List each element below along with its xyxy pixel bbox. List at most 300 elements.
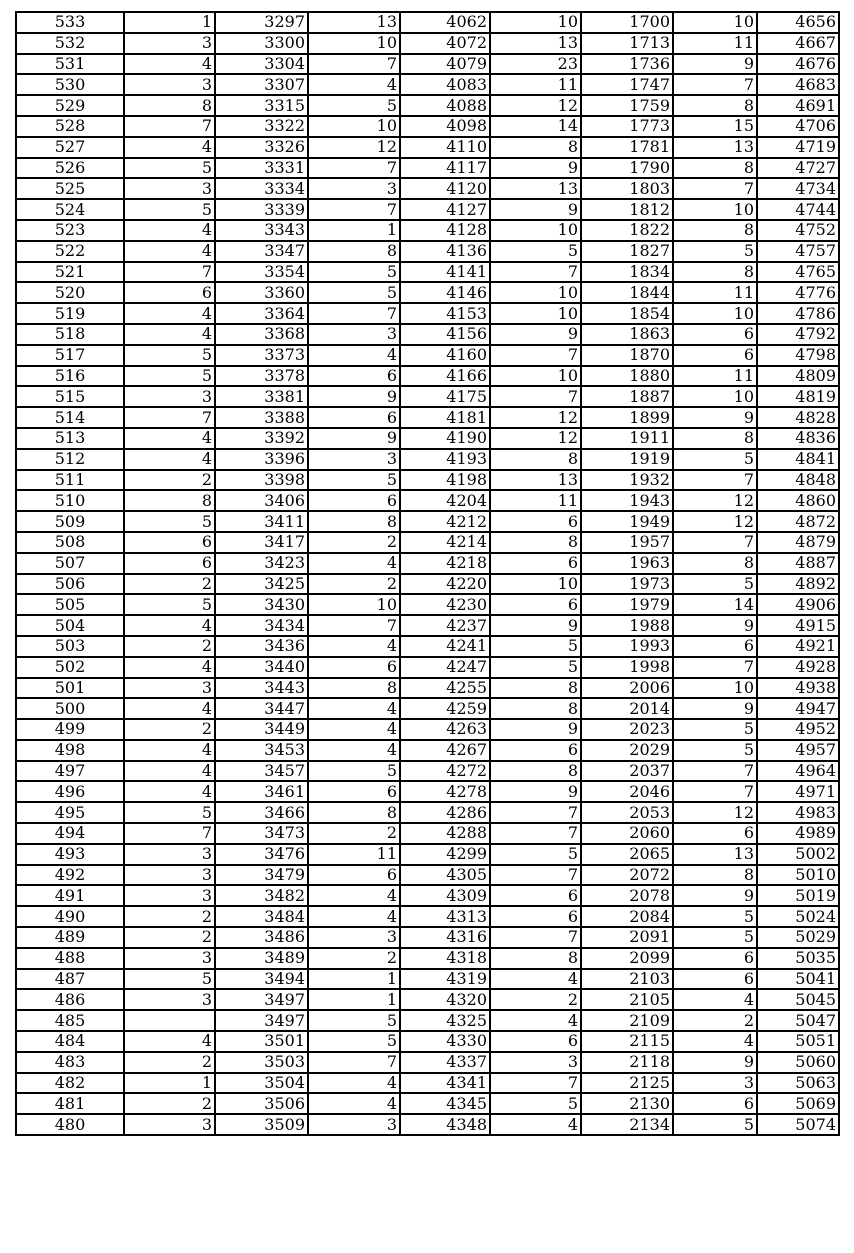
count-cell: 11 xyxy=(490,490,581,511)
count-cell: 1973 xyxy=(581,574,673,595)
count-cell: 1963 xyxy=(581,553,673,574)
count-cell: 2103 xyxy=(581,969,673,990)
count-cell: 3354 xyxy=(215,262,308,283)
count-cell: 1 xyxy=(124,12,215,33)
count-cell: 3 xyxy=(490,1052,581,1073)
count-cell: 2 xyxy=(124,470,215,491)
count-cell: 4 xyxy=(490,1114,581,1135)
count-cell: 4141 xyxy=(400,262,490,283)
count-cell: 4 xyxy=(308,1073,400,1094)
count-cell: 7 xyxy=(124,407,215,428)
count-cell: 6 xyxy=(308,407,400,428)
count-cell: 13 xyxy=(490,33,581,54)
score-cell: 512 xyxy=(16,449,124,470)
score-cell: 495 xyxy=(16,802,124,823)
count-cell: 4237 xyxy=(400,615,490,636)
score-cell: 482 xyxy=(16,1073,124,1094)
count-cell: 4267 xyxy=(400,740,490,761)
count-cell: 4 xyxy=(308,698,400,719)
score-cell: 492 xyxy=(16,865,124,886)
count-cell: 13 xyxy=(673,844,757,865)
count-cell: 4 xyxy=(308,553,400,574)
score-cell: 525 xyxy=(16,178,124,199)
count-cell: 1919 xyxy=(581,449,673,470)
score-cell: 513 xyxy=(16,428,124,449)
count-cell: 3440 xyxy=(215,657,308,678)
count-cell: 1803 xyxy=(581,178,673,199)
score-cell: 516 xyxy=(16,366,124,387)
count-cell: 4313 xyxy=(400,906,490,927)
count-cell: 4319 xyxy=(400,969,490,990)
count-cell: 4305 xyxy=(400,865,490,886)
count-cell: 4348 xyxy=(400,1114,490,1135)
count-cell: 4341 xyxy=(400,1073,490,1094)
count-cell: 5 xyxy=(124,594,215,615)
count-cell: 7 xyxy=(308,54,400,75)
count-cell: 3501 xyxy=(215,1031,308,1052)
table-row xyxy=(16,657,839,678)
count-cell: 4330 xyxy=(400,1031,490,1052)
count-cell: 4938 xyxy=(757,678,839,699)
table-row xyxy=(16,95,839,116)
count-cell: 3364 xyxy=(215,303,308,324)
count-cell: 8 xyxy=(308,241,400,262)
count-cell: 3 xyxy=(308,449,400,470)
count-cell: 1957 xyxy=(581,532,673,553)
table-row xyxy=(16,324,839,345)
table-row xyxy=(16,678,839,699)
count-cell: 2 xyxy=(124,927,215,948)
count-cell: 3392 xyxy=(215,428,308,449)
count-cell: 5 xyxy=(673,740,757,761)
count-cell: 3494 xyxy=(215,969,308,990)
count-cell: 5 xyxy=(673,906,757,927)
count-cell: 1822 xyxy=(581,220,673,241)
count-cell: 6 xyxy=(673,345,757,366)
count-cell: 3 xyxy=(124,386,215,407)
count-cell: 5 xyxy=(490,844,581,865)
count-cell: 3453 xyxy=(215,740,308,761)
count-cell: 3300 xyxy=(215,33,308,54)
count-cell: 4083 xyxy=(400,74,490,95)
count-cell: 9 xyxy=(308,386,400,407)
count-cell: 5047 xyxy=(757,1010,839,1031)
count-cell: 4928 xyxy=(757,657,839,678)
count-cell: 6 xyxy=(490,906,581,927)
count-cell: 5 xyxy=(490,1093,581,1114)
count-cell: 7 xyxy=(124,262,215,283)
count-cell: 6 xyxy=(124,532,215,553)
count-cell: 8 xyxy=(124,490,215,511)
count-cell: 7 xyxy=(673,657,757,678)
score-cell: 490 xyxy=(16,906,124,927)
count-cell: 3449 xyxy=(215,719,308,740)
table-row xyxy=(16,366,839,387)
count-cell: 5 xyxy=(308,1010,400,1031)
count-cell: 3368 xyxy=(215,324,308,345)
score-cell: 523 xyxy=(16,220,124,241)
count-cell: 4286 xyxy=(400,802,490,823)
count-cell: 11 xyxy=(673,33,757,54)
count-cell: 4 xyxy=(124,657,215,678)
count-cell: 5069 xyxy=(757,1093,839,1114)
count-cell: 5 xyxy=(673,719,757,740)
count-cell: 11 xyxy=(673,282,757,303)
count-cell: 2053 xyxy=(581,802,673,823)
count-cell: 6 xyxy=(673,948,757,969)
count-cell: 7 xyxy=(490,262,581,283)
count-cell: 4921 xyxy=(757,636,839,657)
count-cell: 1998 xyxy=(581,657,673,678)
count-cell: 4136 xyxy=(400,241,490,262)
count-cell: 3461 xyxy=(215,781,308,802)
count-cell: 4 xyxy=(124,698,215,719)
count-cell: 2014 xyxy=(581,698,673,719)
table-row xyxy=(16,116,839,137)
count-cell: 5 xyxy=(124,199,215,220)
count-cell: 2 xyxy=(490,989,581,1010)
count-cell: 10 xyxy=(308,594,400,615)
count-cell: 6 xyxy=(124,282,215,303)
count-cell: 8 xyxy=(490,948,581,969)
count-cell: 10 xyxy=(490,303,581,324)
count-cell: 4 xyxy=(308,1093,400,1114)
count-cell: 5 xyxy=(308,282,400,303)
count-cell: 10 xyxy=(673,678,757,699)
count-cell: 5063 xyxy=(757,1073,839,1094)
count-cell: 4 xyxy=(124,324,215,345)
count-cell: 8 xyxy=(308,678,400,699)
count-cell: 4263 xyxy=(400,719,490,740)
table-row xyxy=(16,345,839,366)
count-cell: 4309 xyxy=(400,885,490,906)
count-cell: 3 xyxy=(124,33,215,54)
count-cell: 3297 xyxy=(215,12,308,33)
count-cell: 10 xyxy=(673,303,757,324)
count-cell: 9 xyxy=(673,1052,757,1073)
count-cell: 3443 xyxy=(215,678,308,699)
table-row xyxy=(16,1010,839,1031)
count-cell: 3 xyxy=(124,678,215,699)
count-cell: 5002 xyxy=(757,844,839,865)
count-cell: 4786 xyxy=(757,303,839,324)
count-cell: 4190 xyxy=(400,428,490,449)
count-cell: 9 xyxy=(490,199,581,220)
count-cell: 9 xyxy=(308,428,400,449)
count-cell: 3 xyxy=(124,178,215,199)
count-cell: 4915 xyxy=(757,615,839,636)
count-cell: 3304 xyxy=(215,54,308,75)
count-cell: 4 xyxy=(124,740,215,761)
count-cell: 15 xyxy=(673,116,757,137)
count-cell: 1943 xyxy=(581,490,673,511)
count-cell: 7 xyxy=(490,345,581,366)
score-cell: 489 xyxy=(16,927,124,948)
count-cell: 4860 xyxy=(757,490,839,511)
count-cell: 3486 xyxy=(215,927,308,948)
count-cell: 8 xyxy=(124,95,215,116)
count-cell: 2 xyxy=(124,1052,215,1073)
table-row xyxy=(16,220,839,241)
count-cell: 1887 xyxy=(581,386,673,407)
count-cell: 3 xyxy=(124,74,215,95)
count-cell: 4212 xyxy=(400,511,490,532)
table-row xyxy=(16,262,839,283)
count-cell: 3322 xyxy=(215,116,308,137)
count-cell: 5 xyxy=(124,158,215,179)
count-cell: 4757 xyxy=(757,241,839,262)
count-cell: 8 xyxy=(673,95,757,116)
count-cell: 4117 xyxy=(400,158,490,179)
score-cell: 518 xyxy=(16,324,124,345)
count-cell: 2 xyxy=(308,532,400,553)
count-cell: 4706 xyxy=(757,116,839,137)
count-cell: 9 xyxy=(673,698,757,719)
count-cell: 7 xyxy=(308,615,400,636)
table-row xyxy=(16,719,839,740)
count-cell: 12 xyxy=(490,407,581,428)
count-cell: 8 xyxy=(673,553,757,574)
count-cell: 5 xyxy=(673,574,757,595)
count-cell: 4345 xyxy=(400,1093,490,1114)
table-row xyxy=(16,969,839,990)
count-cell: 4841 xyxy=(757,449,839,470)
count-cell: 3334 xyxy=(215,178,308,199)
count-cell: 3479 xyxy=(215,865,308,886)
count-cell: 5 xyxy=(124,511,215,532)
count-cell: 4241 xyxy=(400,636,490,657)
count-cell: 4952 xyxy=(757,719,839,740)
count-cell: 8 xyxy=(308,802,400,823)
count-cell: 3506 xyxy=(215,1093,308,1114)
count-cell: 2091 xyxy=(581,927,673,948)
count-cell: 1 xyxy=(308,220,400,241)
table-row xyxy=(16,532,839,553)
count-cell: 6 xyxy=(308,366,400,387)
count-cell: 4220 xyxy=(400,574,490,595)
count-cell: 6 xyxy=(490,740,581,761)
count-cell: 12 xyxy=(673,490,757,511)
count-cell: 4 xyxy=(308,636,400,657)
count-cell: 3 xyxy=(673,1073,757,1094)
count-cell: 10 xyxy=(308,116,400,137)
table-row xyxy=(16,74,839,95)
count-cell: 4 xyxy=(308,345,400,366)
count-cell: 6 xyxy=(673,1093,757,1114)
count-cell: 4 xyxy=(124,781,215,802)
table-row xyxy=(16,54,839,75)
count-cell: 2060 xyxy=(581,823,673,844)
count-cell: 4667 xyxy=(757,33,839,54)
score-cell: 502 xyxy=(16,657,124,678)
count-cell: 1911 xyxy=(581,428,673,449)
count-cell: 2072 xyxy=(581,865,673,886)
count-cell: 8 xyxy=(490,678,581,699)
table-row xyxy=(16,1052,839,1073)
count-cell: 5035 xyxy=(757,948,839,969)
count-cell: 14 xyxy=(673,594,757,615)
count-cell: 3378 xyxy=(215,366,308,387)
count-cell: 10 xyxy=(673,199,757,220)
count-cell: 4734 xyxy=(757,178,839,199)
count-cell: 10 xyxy=(490,574,581,595)
count-cell: 6 xyxy=(673,823,757,844)
score-cell: 487 xyxy=(16,969,124,990)
table-row xyxy=(16,158,839,179)
count-cell: 4146 xyxy=(400,282,490,303)
count-cell: 5 xyxy=(308,95,400,116)
count-cell: 5024 xyxy=(757,906,839,927)
count-cell: 1790 xyxy=(581,158,673,179)
count-cell: 9 xyxy=(490,158,581,179)
count-cell: 2109 xyxy=(581,1010,673,1031)
score-cell: 510 xyxy=(16,490,124,511)
count-cell: 6 xyxy=(490,885,581,906)
score-cell: 520 xyxy=(16,282,124,303)
count-cell: 8 xyxy=(673,865,757,886)
score-cell: 522 xyxy=(16,241,124,262)
count-cell: 3436 xyxy=(215,636,308,657)
count-cell: 3406 xyxy=(215,490,308,511)
count-cell: 3423 xyxy=(215,553,308,574)
count-cell: 2105 xyxy=(581,989,673,1010)
count-cell: 8 xyxy=(673,158,757,179)
score-table-body xyxy=(16,12,839,1135)
count-cell: 4325 xyxy=(400,1010,490,1031)
table-row xyxy=(16,511,839,532)
count-cell: 4776 xyxy=(757,282,839,303)
count-cell: 4120 xyxy=(400,178,490,199)
count-cell: 4204 xyxy=(400,490,490,511)
count-cell: 4 xyxy=(124,615,215,636)
count-cell: 6 xyxy=(673,969,757,990)
count-cell: 3 xyxy=(308,178,400,199)
count-cell: 4 xyxy=(490,1010,581,1031)
score-cell: 517 xyxy=(16,345,124,366)
count-cell: 1827 xyxy=(581,241,673,262)
score-cell: 504 xyxy=(16,615,124,636)
count-cell: 2046 xyxy=(581,781,673,802)
count-cell: 8 xyxy=(673,262,757,283)
count-cell: 12 xyxy=(490,428,581,449)
count-cell: 2 xyxy=(124,636,215,657)
score-cell: 484 xyxy=(16,1031,124,1052)
count-cell: 3315 xyxy=(215,95,308,116)
count-cell: 4 xyxy=(490,969,581,990)
count-cell: 5 xyxy=(308,470,400,491)
count-cell: 4193 xyxy=(400,449,490,470)
score-cell: 480 xyxy=(16,1114,124,1135)
table-row xyxy=(16,989,839,1010)
count-cell: 4160 xyxy=(400,345,490,366)
count-cell: 5041 xyxy=(757,969,839,990)
count-cell: 1759 xyxy=(581,95,673,116)
score-cell: 530 xyxy=(16,74,124,95)
count-cell: 1700 xyxy=(581,12,673,33)
table-row xyxy=(16,615,839,636)
count-cell: 3417 xyxy=(215,532,308,553)
count-cell: 1844 xyxy=(581,282,673,303)
count-cell: 7 xyxy=(490,927,581,948)
count-cell: 4892 xyxy=(757,574,839,595)
count-cell: 1932 xyxy=(581,470,673,491)
count-cell: 12 xyxy=(308,137,400,158)
count-cell: 10 xyxy=(490,220,581,241)
count-cell: 3473 xyxy=(215,823,308,844)
count-cell: 4 xyxy=(124,1031,215,1052)
score-cell: 508 xyxy=(16,532,124,553)
count-cell: 3466 xyxy=(215,802,308,823)
count-cell: 7 xyxy=(673,178,757,199)
count-cell: 1880 xyxy=(581,366,673,387)
count-cell: 5060 xyxy=(757,1052,839,1073)
count-cell: 6 xyxy=(490,511,581,532)
count-cell: 6 xyxy=(490,594,581,615)
table-row xyxy=(16,865,839,886)
score-cell: 507 xyxy=(16,553,124,574)
count-cell: 4744 xyxy=(757,199,839,220)
count-cell: 4127 xyxy=(400,199,490,220)
count-cell: 10 xyxy=(490,282,581,303)
count-cell: 2006 xyxy=(581,678,673,699)
table-row xyxy=(16,802,839,823)
count-cell: 13 xyxy=(490,470,581,491)
table-row xyxy=(16,553,839,574)
count-cell: 8 xyxy=(490,761,581,782)
count-cell: 4 xyxy=(124,303,215,324)
table-row xyxy=(16,12,839,33)
count-cell: 7 xyxy=(124,116,215,137)
count-cell: 3482 xyxy=(215,885,308,906)
count-cell: 3307 xyxy=(215,74,308,95)
count-cell: 4971 xyxy=(757,781,839,802)
count-cell: 1747 xyxy=(581,74,673,95)
count-cell: 9 xyxy=(673,615,757,636)
count-cell: 7 xyxy=(490,802,581,823)
score-cell: 529 xyxy=(16,95,124,116)
score-cell: 533 xyxy=(16,12,124,33)
count-cell: 4062 xyxy=(400,12,490,33)
count-cell: 4676 xyxy=(757,54,839,75)
count-cell: 4683 xyxy=(757,74,839,95)
score-cell: 532 xyxy=(16,33,124,54)
table-row xyxy=(16,470,839,491)
count-cell: 1736 xyxy=(581,54,673,75)
count-cell: 4072 xyxy=(400,33,490,54)
table-row xyxy=(16,1093,839,1114)
count-cell: 2 xyxy=(124,1093,215,1114)
count-cell: 11 xyxy=(490,74,581,95)
table-row xyxy=(16,428,839,449)
count-cell: 4 xyxy=(124,449,215,470)
count-cell: 3398 xyxy=(215,470,308,491)
count-cell: 4218 xyxy=(400,553,490,574)
score-cell: 491 xyxy=(16,885,124,906)
count-cell: 1713 xyxy=(581,33,673,54)
count-cell xyxy=(124,1010,215,1031)
count-cell: 4727 xyxy=(757,158,839,179)
table-row xyxy=(16,823,839,844)
count-cell: 4 xyxy=(673,989,757,1010)
count-cell: 3 xyxy=(124,865,215,886)
count-cell: 10 xyxy=(673,12,757,33)
count-cell: 7 xyxy=(490,823,581,844)
count-cell: 1899 xyxy=(581,407,673,428)
count-cell: 4 xyxy=(673,1031,757,1052)
table-row xyxy=(16,449,839,470)
count-cell: 3497 xyxy=(215,1010,308,1031)
score-cell: 503 xyxy=(16,636,124,657)
